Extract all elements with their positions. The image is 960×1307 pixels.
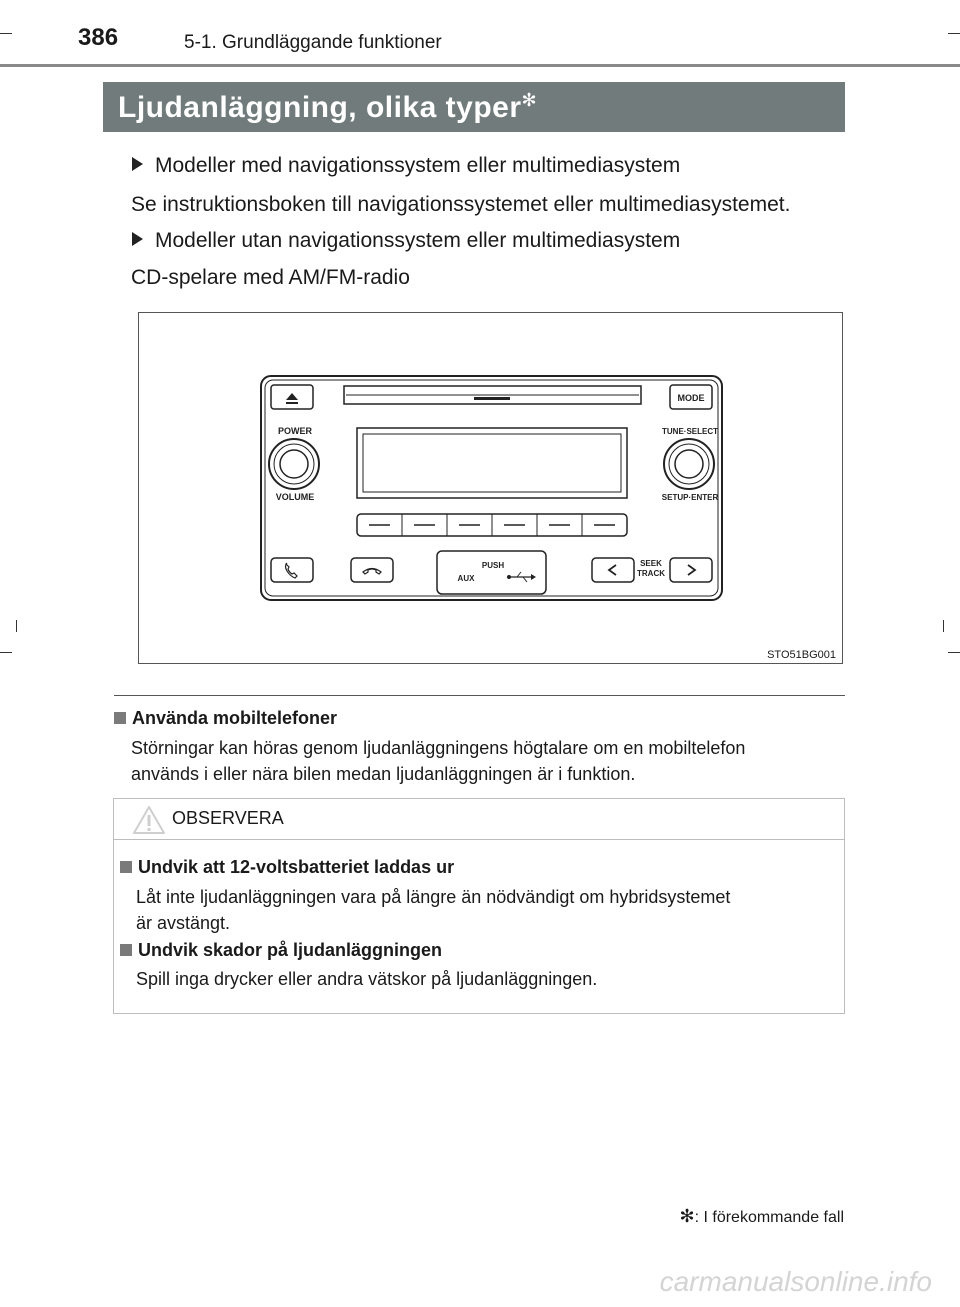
title-asterisk: ✻ <box>521 90 538 110</box>
tune-knob-outer <box>664 439 714 489</box>
crop-mark <box>948 33 960 34</box>
mobile-phones-text: Störningar kan höras genom ljudanläggningens högtalare om en mobiltelefon används i eller nära bilen medan ljudanläggningen är i funktion. <box>131 738 746 784</box>
mobile-phones-heading: Använda mobiltelefoner <box>114 708 337 729</box>
model-heading-no-nav: Modeller utan navigationssystem eller multimediasystem <box>132 229 680 253</box>
eject-icon <box>286 393 298 400</box>
notice-header <box>114 799 844 840</box>
seek-forward-button <box>670 558 712 582</box>
phone-hangup-button <box>351 558 393 582</box>
square-bullet-icon <box>114 712 126 724</box>
footnote-asterisk: ✻ <box>679 1206 695 1226</box>
crop-mark <box>0 652 12 653</box>
header-rule <box>0 64 960 67</box>
notice-item-heading: Undvik att 12-voltsbatteriet laddas ur <box>120 857 454 878</box>
section-divider <box>114 695 845 696</box>
notice-item-text: Låt inte ljudanläggningen vara på längre än nödvändigt om hybridsystemet är avstängt. <box>136 887 731 933</box>
notice-box <box>113 798 845 1014</box>
chevron-left-icon <box>609 565 616 575</box>
preset-buttons <box>357 514 627 536</box>
watermark: carmanualsonline.info <box>659 1266 932 1297</box>
arrow-bullet-icon <box>132 157 143 171</box>
square-bullet-icon <box>120 944 132 956</box>
notice-title: OBSERVERA <box>172 808 284 828</box>
page-number: 386 <box>78 24 119 51</box>
crop-mark <box>948 652 960 653</box>
volume-knob-outer <box>269 439 319 489</box>
arrow-bullet-icon <box>132 232 143 246</box>
notice-item-text: Spill inga drycker eller andra vätskor på ljudanläggningen. <box>136 969 598 989</box>
seek-back-button <box>592 558 634 582</box>
notice-item-heading: Undvik skador på ljudanläggningen <box>120 940 442 961</box>
push-label: PUSH <box>481 561 505 570</box>
crop-mark <box>16 620 17 632</box>
model-heading-nav: Modeller med navigationssystem eller multimediasystem <box>132 154 680 178</box>
track-label: TRACK <box>637 569 665 578</box>
section-reference: 5-1. Grundläggande funktioner <box>184 32 442 53</box>
display-screen-inner <box>363 434 621 492</box>
crop-mark <box>0 33 12 34</box>
footnote: ✻: I förekommande fall <box>679 1206 844 1226</box>
tune-knob <box>675 450 703 478</box>
model-text-nav: Se instruktionsboken till navigationssystemet eller multimediasystemet. <box>131 193 791 216</box>
model-text-no-nav: CD-spelare med AM/FM-radio <box>131 266 410 289</box>
volume-knob <box>280 450 308 478</box>
phone-call-button <box>271 558 313 582</box>
cd-slot-mark <box>474 397 510 400</box>
volume-label: VOLUME <box>275 492 315 502</box>
title-bar <box>103 82 845 132</box>
warning-triangle-icon <box>132 805 166 835</box>
usb-icon-branch <box>523 577 527 582</box>
phone-call-icon <box>286 563 298 578</box>
phone-hangup-icon <box>363 569 381 575</box>
aux-label: AUX <box>457 574 475 583</box>
usb-icon-dot <box>507 575 511 579</box>
eject-icon-bar <box>286 402 298 404</box>
aux-usb-panel <box>437 551 546 594</box>
figure-code: STO51BG001 <box>767 649 836 661</box>
radio-figure <box>138 312 843 664</box>
cd-radio-illustration <box>139 313 842 663</box>
square-bullet-icon <box>120 861 132 873</box>
power-label: POWER <box>277 426 313 436</box>
chevron-right-icon <box>688 565 695 575</box>
usb-icon-branch <box>517 572 521 577</box>
setup-enter-label: SETUP·ENTER <box>661 493 719 502</box>
tune-select-label: TUNE·SELECT <box>662 427 718 436</box>
usb-icon-arrow <box>531 574 536 580</box>
display-screen <box>357 428 627 498</box>
page-title: Ljudanläggning, olika typer✻ <box>118 90 538 124</box>
crop-mark <box>943 620 944 632</box>
mode-label: MODE <box>677 393 705 403</box>
seek-label: SEEK <box>640 559 662 568</box>
